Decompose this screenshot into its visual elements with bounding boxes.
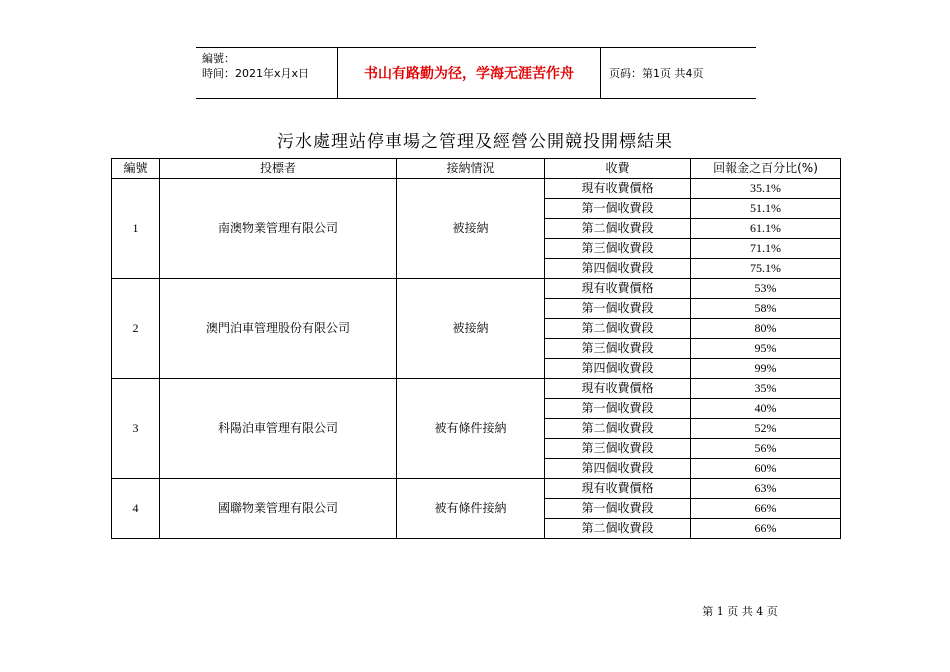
table-row	[112, 279, 841, 299]
column-header-fee: 收費	[545, 159, 691, 179]
acceptance-status: 被有條件接納	[397, 379, 545, 479]
return-percentage: 35.1%	[691, 179, 841, 199]
table-row	[112, 379, 841, 399]
acceptance-status: 被有條件接納	[397, 479, 545, 539]
bidder-name: 南澳物業管理有限公司	[160, 179, 397, 279]
fee-tier: 第四個收費段	[545, 359, 691, 379]
bidder-name: 國聯物業管理有限公司	[160, 479, 397, 539]
fee-tier: 第二個收費段	[545, 419, 691, 439]
column-header-percentage: 回報金之百分比(%)	[691, 159, 841, 179]
page-header	[196, 47, 756, 99]
return-percentage: 75.1%	[691, 259, 841, 279]
return-percentage: 35%	[691, 379, 841, 399]
header-page-info: 页码：第1页 共4页	[609, 67, 704, 80]
return-percentage: 66%	[691, 519, 841, 539]
fee-tier: 現有收費價格	[545, 479, 691, 499]
return-percentage: 53%	[691, 279, 841, 299]
bid-number: 3	[112, 379, 160, 479]
fee-tier: 現有收費價格	[545, 379, 691, 399]
bidder-name: 澳門泊車管理股份有限公司	[160, 279, 397, 379]
return-percentage: 99%	[691, 359, 841, 379]
return-percentage: 71.1%	[691, 239, 841, 259]
return-percentage: 95%	[691, 339, 841, 359]
column-header-bidder: 投標者	[160, 159, 397, 179]
fee-tier: 第二個收費段	[545, 319, 691, 339]
fee-tier: 現有收費價格	[545, 279, 691, 299]
column-header-status: 接納情況	[397, 159, 545, 179]
fee-tier: 第一個收費段	[545, 199, 691, 219]
code-label: 編號：	[202, 52, 235, 65]
bidder-name: 科陽泊車管理有限公司	[160, 379, 397, 479]
document-title: 污水處理站停車場之管理及經營公開競投開標結果	[277, 132, 673, 152]
header-motto: 书山有路勤为径，学海无涯苦作舟	[338, 48, 601, 98]
acceptance-status: 被接納	[397, 279, 545, 379]
results-body	[112, 179, 841, 539]
bid-number: 4	[112, 479, 160, 539]
return-percentage: 61.1%	[691, 219, 841, 239]
return-percentage: 40%	[691, 399, 841, 419]
return-percentage: 51.1%	[691, 199, 841, 219]
fee-tier: 現有收費價格	[545, 179, 691, 199]
fee-tier: 第二個收費段	[545, 219, 691, 239]
fee-tier: 第三個收費段	[545, 339, 691, 359]
return-percentage: 56%	[691, 439, 841, 459]
fee-tier: 第一個收費段	[545, 399, 691, 419]
return-percentage: 58%	[691, 299, 841, 319]
return-percentage: 52%	[691, 419, 841, 439]
fee-tier: 第一個收費段	[545, 499, 691, 519]
table-row	[112, 179, 841, 199]
fee-tier: 第三個收費段	[545, 239, 691, 259]
results-table	[111, 158, 841, 539]
fee-tier: 第四個收費段	[545, 459, 691, 479]
return-percentage: 80%	[691, 319, 841, 339]
fee-tier: 第四個收費段	[545, 259, 691, 279]
bid-number: 1	[112, 179, 160, 279]
table-row	[112, 479, 841, 499]
fee-tier: 第二個收費段	[545, 519, 691, 539]
fee-tier: 第一個收費段	[545, 299, 691, 319]
table-header-row	[112, 159, 841, 179]
return-percentage: 66%	[691, 499, 841, 519]
return-percentage: 60%	[691, 459, 841, 479]
bid-number: 2	[112, 279, 160, 379]
fee-tier: 第三個收費段	[545, 439, 691, 459]
header-meta	[196, 48, 338, 98]
time-label: 時间：2021年x月x日	[202, 67, 310, 80]
acceptance-status: 被接納	[397, 179, 545, 279]
return-percentage: 63%	[691, 479, 841, 499]
column-header-number: 編號	[112, 159, 160, 179]
page-footer: 第 1 页 共 4 页	[702, 605, 778, 618]
